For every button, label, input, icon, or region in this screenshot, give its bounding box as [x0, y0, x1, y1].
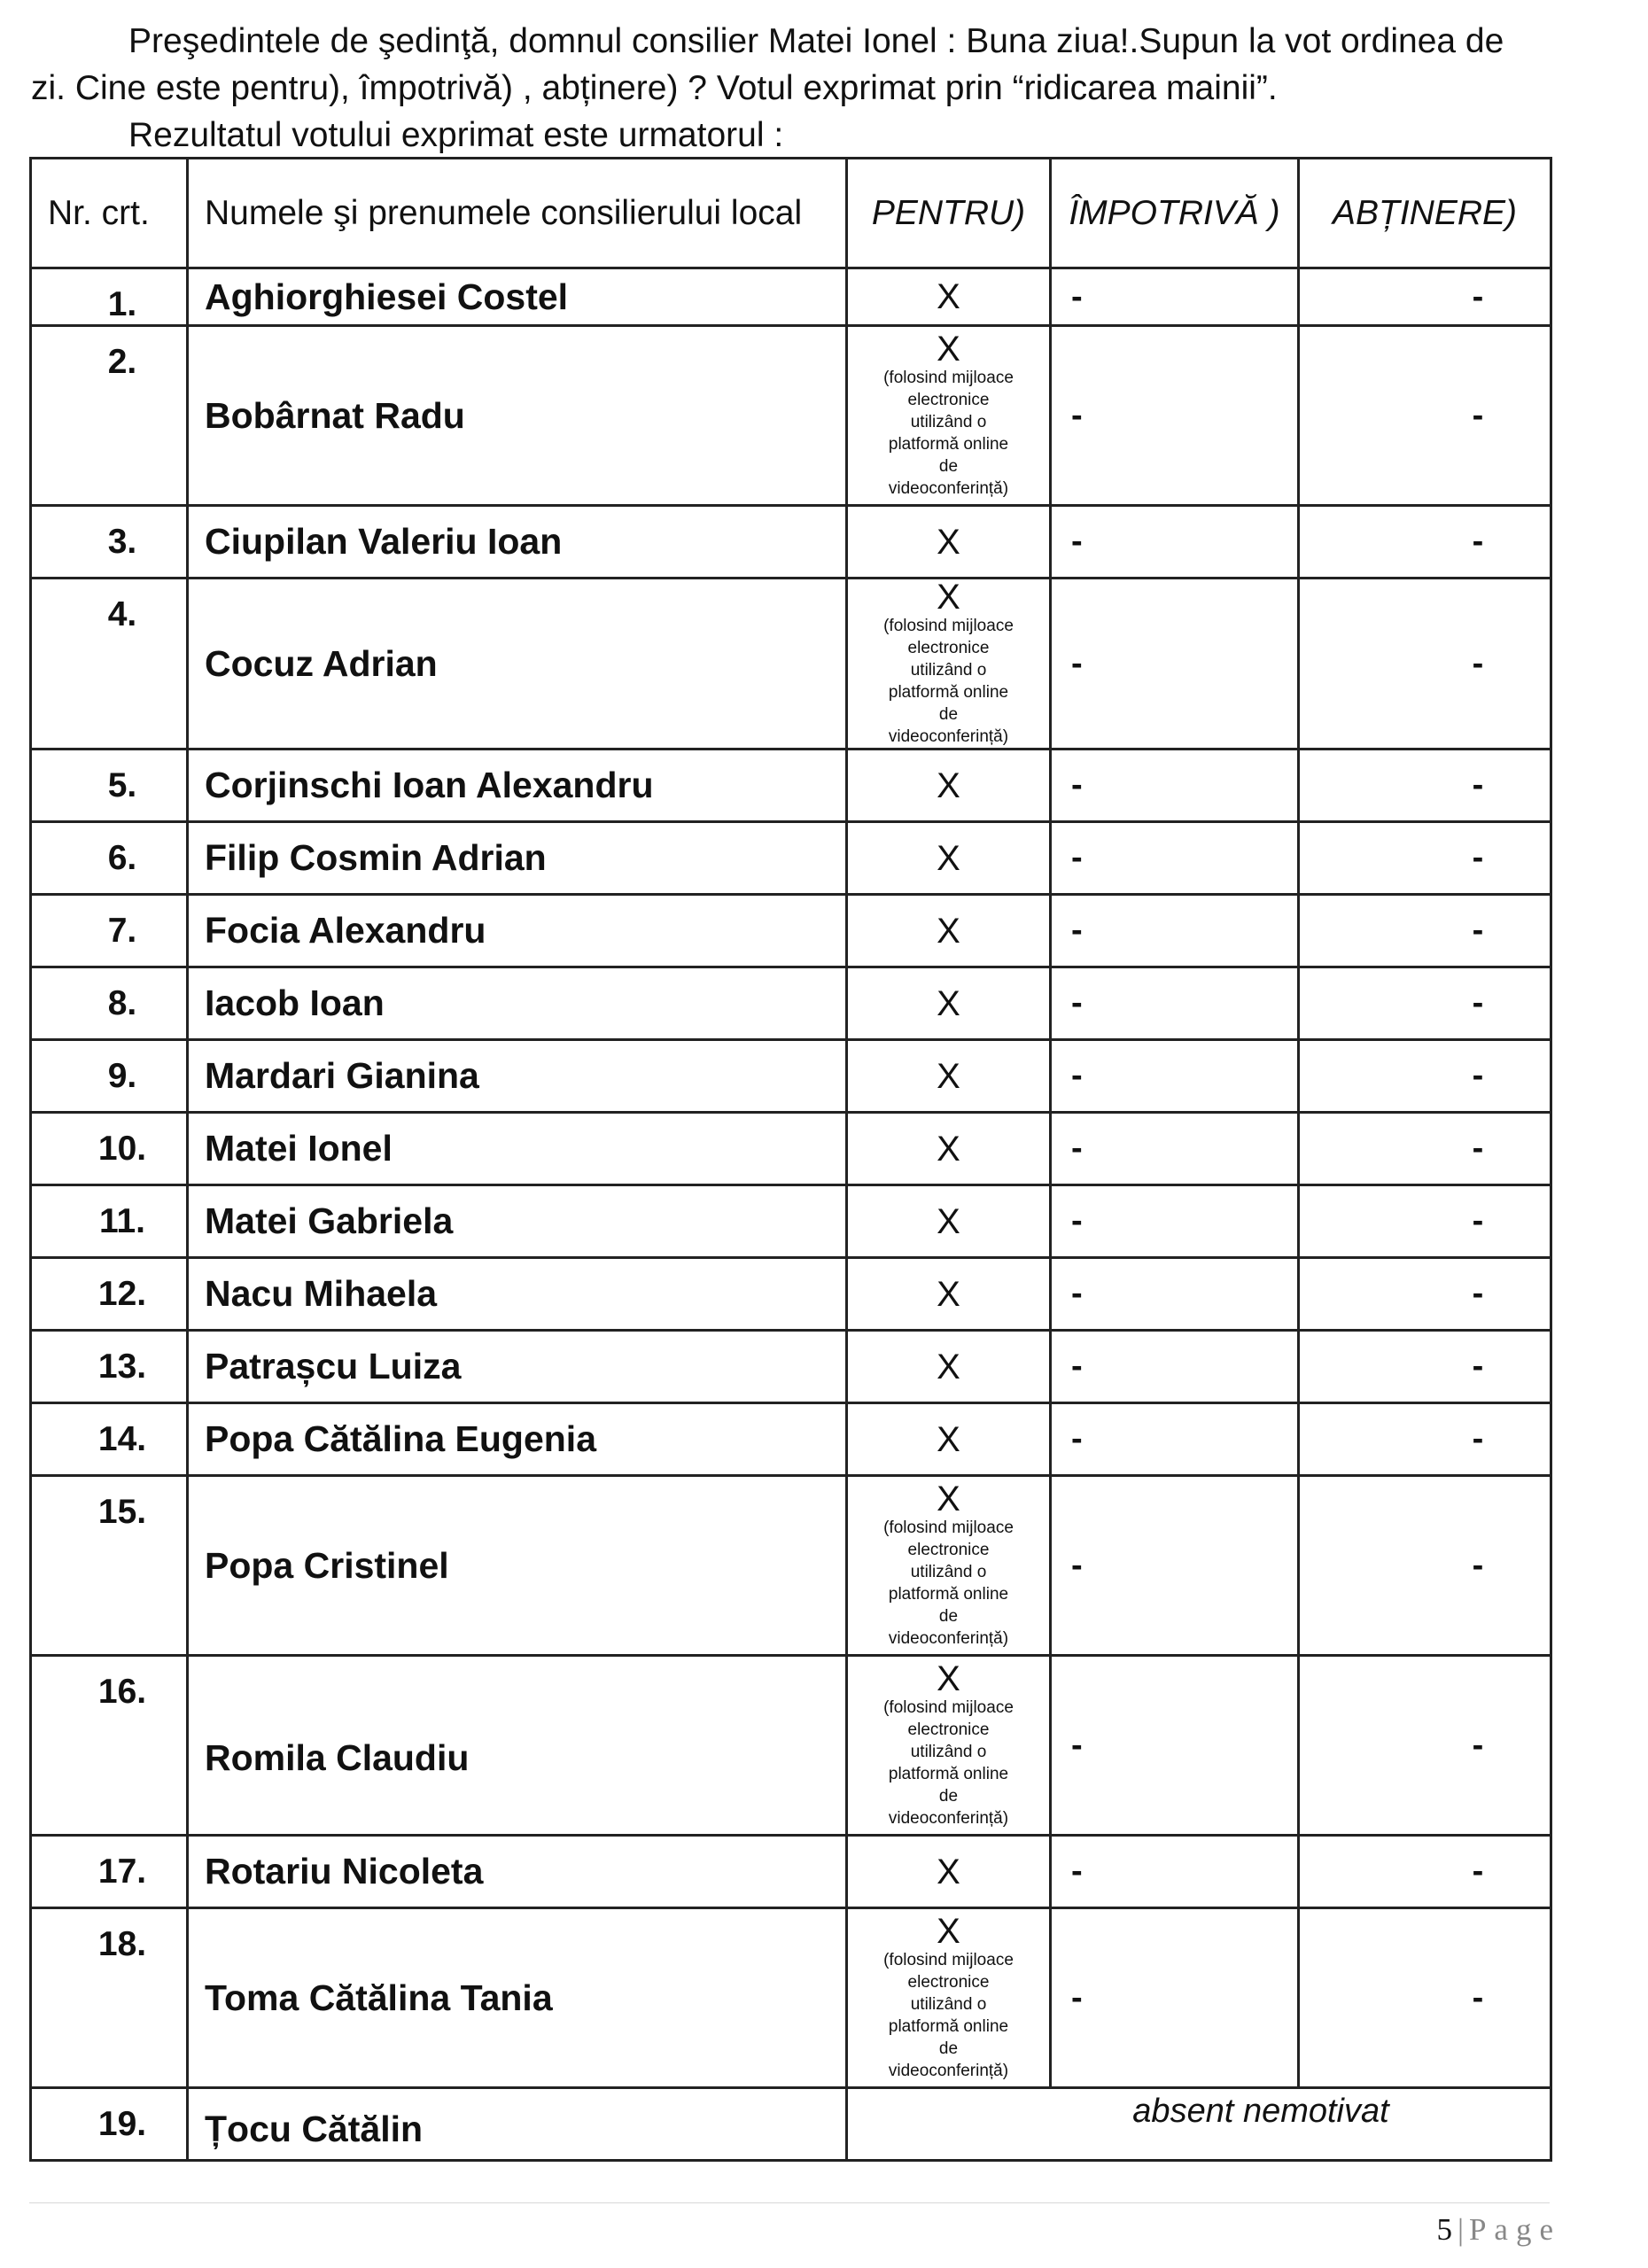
header-nr-crt: Nr. crt. [31, 159, 188, 268]
councillor-name: Aghiorghiesei Costel [188, 268, 847, 326]
vote-impotriva-cell: - [1051, 1185, 1299, 1258]
vote-pentru-cell [847, 1656, 1051, 1836]
vote-impotriva-cell: - [1051, 1331, 1299, 1403]
online-vote-note: (folosind mijloace electronice utilizând o platformă online de videoconferință) [883, 1698, 1014, 1828]
vote-impotriva-cell: - [1051, 506, 1299, 579]
vote-abtinere-cell: - [1299, 1836, 1551, 1908]
vote-abtinere-cell: - [1299, 1403, 1551, 1476]
table-row [31, 326, 1551, 506]
vote-results-table [29, 157, 1552, 2162]
row-number: 5. [31, 750, 188, 822]
councillor-name: Bobârnat Radu [188, 326, 847, 506]
intro-line-1: Preşedintele de şedinţă, domnul consilier Matei Ionel : Buna ziua!.Supun la vot ordinea de [128, 22, 1504, 60]
vote-mark: X [937, 838, 960, 878]
row-number: 14. [31, 1403, 188, 1476]
councillor-name: Matei Gabriela [188, 1185, 847, 1258]
row-number: 9. [31, 1040, 188, 1113]
vote-impotriva-cell: - [1051, 967, 1299, 1040]
vote-impotriva-cell: - [1051, 822, 1299, 895]
vote-impotriva-cell: - [1051, 1836, 1299, 1908]
vote-mark: X [937, 277, 960, 316]
header-name: Numele şi prenumele consilierului local [188, 159, 847, 268]
row-number: 1. [31, 268, 188, 326]
vote-mark: X [937, 1480, 960, 1518]
vote-mark: X [937, 522, 960, 562]
vote-abtinere-cell: - [1299, 822, 1551, 895]
row-number: 10. [31, 1113, 188, 1185]
table-header-row [31, 159, 1551, 268]
vote-abtinere-cell: - [1299, 579, 1551, 750]
vote-pentru-cell [847, 822, 1051, 895]
vote-mark: X [937, 1347, 960, 1386]
vote-abtinere-cell: - [1299, 895, 1551, 967]
intro-line-3: Rezultatul votului exprimat este urmatorul : [128, 116, 784, 154]
councillor-name: Corjinschi Ioan Alexandru [188, 750, 847, 822]
councillor-name: Romila Claudiu [188, 1656, 847, 1836]
vote-pentru-cell [847, 579, 1051, 750]
vote-abtinere-cell: - [1299, 1040, 1551, 1113]
row-number: 19. [31, 2088, 188, 2161]
vote-pentru-cell [847, 1403, 1051, 1476]
vote-pentru-cell [847, 1476, 1051, 1656]
vote-impotriva-cell: - [1051, 1113, 1299, 1185]
table-row [31, 1908, 1551, 2088]
online-vote-note: (folosind mijloace electronice utilizând o platformă online de videoconferință) [883, 617, 1014, 746]
header-abtinere: ABȚINERE) [1299, 159, 1551, 268]
row-number: 2. [31, 326, 188, 506]
councillor-name: Ciupilan Valeriu Ioan [188, 506, 847, 579]
vote-abtinere-cell: - [1299, 1331, 1551, 1403]
vote-abtinere-cell: - [1299, 1185, 1551, 1258]
vote-mark: X [937, 765, 960, 805]
vote-mark: X [937, 1201, 960, 1241]
vote-pentru-cell [847, 506, 1051, 579]
vote-pentru-cell [847, 1113, 1051, 1185]
row-number: 16. [31, 1656, 188, 1836]
table-row [31, 967, 1551, 1040]
row-number: 13. [31, 1331, 188, 1403]
table-row [31, 822, 1551, 895]
table-row [31, 1331, 1551, 1403]
row-number: 4. [31, 579, 188, 750]
vote-abtinere-cell: - [1299, 268, 1551, 326]
councillor-name: Cocuz Adrian [188, 579, 847, 750]
row-number: 17. [31, 1836, 188, 1908]
online-vote-note: (folosind mijloace electronice utilizând o platformă online de videoconferință) [883, 1951, 1014, 2080]
councillor-name: Nacu Mihaela [188, 1258, 847, 1331]
table-body [31, 268, 1551, 2161]
vote-pentru-cell [847, 1908, 1051, 2088]
intro-text [31, 18, 1546, 159]
table-row [31, 1113, 1551, 1185]
table-row [31, 750, 1551, 822]
table-row-absent [31, 2088, 1551, 2161]
vote-mark: X [937, 1056, 960, 1096]
councillor-name: Rotariu Nicoleta [188, 1836, 847, 1908]
table-row [31, 1040, 1551, 1113]
row-number: 3. [31, 506, 188, 579]
vote-pentru-cell [847, 750, 1051, 822]
vote-mark: X [937, 1419, 960, 1459]
vote-impotriva-cell: - [1051, 326, 1299, 506]
vote-impotriva-cell: - [1051, 579, 1299, 750]
vote-abtinere-cell: - [1299, 1113, 1551, 1185]
vote-abtinere-cell: - [1299, 1476, 1551, 1656]
page-footer [1436, 2212, 1561, 2248]
vote-mark: X [937, 578, 960, 617]
vote-impotriva-cell: - [1051, 1656, 1299, 1836]
vote-pentru-cell [847, 1836, 1051, 1908]
vote-abtinere-cell: - [1299, 1908, 1551, 2088]
vote-mark: X [937, 983, 960, 1023]
vote-abtinere-cell: - [1299, 506, 1551, 579]
table-row [31, 1836, 1551, 1908]
vote-pentru-cell [847, 268, 1051, 326]
vote-pentru-cell [847, 895, 1051, 967]
row-number: 12. [31, 1258, 188, 1331]
row-number: 18. [31, 1908, 188, 2088]
header-impotriva: ÎMPOTRIVĂ ) [1051, 159, 1299, 268]
vote-mark: X [937, 1852, 960, 1891]
row-number: 15. [31, 1476, 188, 1656]
vote-mark: X [937, 1659, 960, 1698]
vote-pentru-cell [847, 1040, 1051, 1113]
vote-pentru-cell [847, 967, 1051, 1040]
councillor-name: Matei Ionel [188, 1113, 847, 1185]
table-row [31, 268, 1551, 326]
vote-impotriva-cell: - [1051, 1908, 1299, 2088]
vote-pentru-cell [847, 326, 1051, 506]
table-row [31, 1656, 1551, 1836]
vote-impotriva-cell: - [1051, 1258, 1299, 1331]
councillor-name: Patrașcu Luiza [188, 1331, 847, 1403]
table-row [31, 506, 1551, 579]
table-row [31, 895, 1551, 967]
vote-impotriva-cell: - [1051, 1040, 1299, 1113]
intro-line-2: zi. Cine este pentru), împotrivă) , abținere) ? Votul exprimat prin “ridicarea mainii”. [31, 69, 1278, 107]
vote-pentru-cell [847, 1185, 1051, 1258]
vote-pentru-cell [847, 1258, 1051, 1331]
row-number: 8. [31, 967, 188, 1040]
vote-impotriva-cell: - [1051, 1476, 1299, 1656]
vote-impotriva-cell: - [1051, 268, 1299, 326]
absence-status: absent nemotivat [847, 2088, 1551, 2161]
councillor-name: Popa Cătălina Eugenia [188, 1403, 847, 1476]
table-row [31, 1476, 1551, 1656]
councillor-name: Țocu Cătălin [188, 2088, 847, 2161]
councillor-name: Toma Cătălina Tania [188, 1908, 847, 2088]
table-row [31, 1403, 1551, 1476]
vote-abtinere-cell: - [1299, 326, 1551, 506]
vote-impotriva-cell: - [1051, 750, 1299, 822]
page-number: 5 [1436, 2212, 1452, 2247]
table-row [31, 1258, 1551, 1331]
footer-rule [29, 2202, 1550, 2203]
vote-abtinere-cell: - [1299, 1258, 1551, 1331]
row-number: 7. [31, 895, 188, 967]
vote-impotriva-cell: - [1051, 895, 1299, 967]
vote-impotriva-cell: - [1051, 1403, 1299, 1476]
vote-mark: X [937, 911, 960, 951]
header-pentru: PENTRU) [847, 159, 1051, 268]
vote-mark: X [937, 1129, 960, 1169]
table-row [31, 1185, 1551, 1258]
vote-mark: X [937, 1912, 960, 1951]
online-vote-note: (folosind mijloace electronice utilizând o platformă online de videoconferință) [883, 369, 1014, 498]
row-number: 6. [31, 822, 188, 895]
vote-abtinere-cell: - [1299, 750, 1551, 822]
councillor-name: Iacob Ioan [188, 967, 847, 1040]
vote-mark: X [937, 1274, 960, 1314]
table-row [31, 579, 1551, 750]
vote-abtinere-cell: - [1299, 1656, 1551, 1836]
councillor-name: Popa Cristinel [188, 1476, 847, 1656]
vote-pentru-cell [847, 1331, 1051, 1403]
councillor-name: Focia Alexandru [188, 895, 847, 967]
page-label: Page [1468, 2212, 1561, 2247]
online-vote-note: (folosind mijloace electronice utilizând o platformă online de videoconferință) [883, 1518, 1014, 1648]
vote-abtinere-cell: - [1299, 967, 1551, 1040]
row-number: 11. [31, 1185, 188, 1258]
councillor-name: Filip Cosmin Adrian [188, 822, 847, 895]
footer-separator: | [1457, 2212, 1464, 2247]
vote-mark: X [937, 330, 960, 369]
councillor-name: Mardari Gianina [188, 1040, 847, 1113]
